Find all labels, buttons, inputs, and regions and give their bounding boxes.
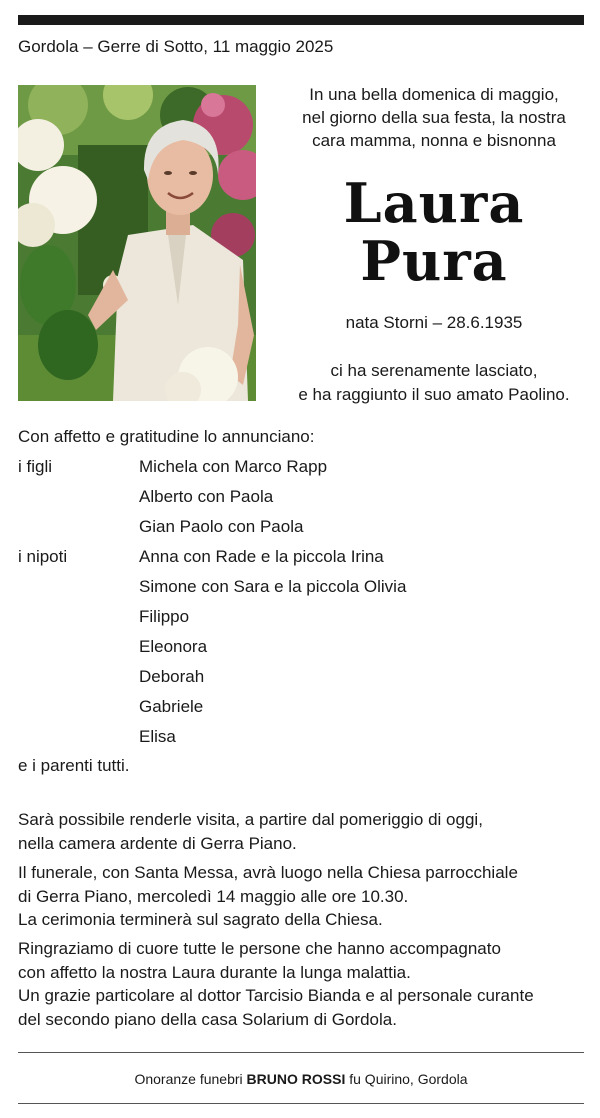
family-member: Michela con Marco Rapp [139,457,328,476]
family-member: Gian Paolo con Paola [139,517,304,536]
family-row [18,542,578,572]
family-row [18,482,578,512]
intro-line: cara mamma, nonna e bisnonna [312,131,556,150]
family-member: Deborah [139,667,205,686]
family-member: Eleonora [139,637,208,656]
passing-text [268,359,600,407]
footer-rule-bottom [18,1103,584,1104]
intro-text [268,83,600,152]
passing-line: ci ha serenamente lasciato, [330,361,538,380]
funeral-line: Il funerale, con Santa Messa, avrà luogo nella Chiesa parrocchiale [18,863,518,882]
funeral-line: La cerimonia terminerà sul sagrato della Chiesa. [18,910,383,929]
thanks-line: con affetto la nostra Laura durante la lunga malattia. [18,962,411,982]
place-date: Gordola – Gerre di Sotto, 11 maggio 2025 [18,37,334,56]
birth-info: nata Storni – 28.6.1935 [345,313,523,332]
intro-line: In una bella domenica di maggio, [309,85,559,104]
visit-line: Sarà possibile renderle visita, a partire dal pomeriggio di oggi, [18,810,483,829]
deceased-last-name: Pura [360,229,508,293]
family-member: Filippo [139,607,190,626]
portrait-photo [18,85,256,401]
family-member: Gabriele [139,697,204,716]
family-row [18,692,578,722]
top-rule [18,15,584,25]
thanks-line: del secondo piano della casa Solarium di Gordola. [18,1009,397,1029]
funeral-paragraph [18,861,588,932]
family-group-label: i figli [18,457,53,476]
footer-company: BRUNO ROSSI [246,1071,346,1087]
funeral-line: di Gerra Piano, mercoledì 14 maggio alle ore 10.30. [18,886,409,906]
visit-line: nella camera ardente di Gerra Piano. [18,833,297,853]
family-list [18,452,578,752]
portrait-illustration [18,85,256,401]
footer-suffix: fu Quirino, Gordola [349,1071,468,1087]
deceased-first-name: Laura [343,171,525,235]
family-row [18,602,578,632]
footer-rule-top [18,1052,584,1053]
thanks-paragraph [18,937,588,1031]
family-member: Elisa [139,727,176,746]
relatives-line: e i parenti tutti. [18,756,130,775]
family-row [18,512,578,542]
family-row [18,662,578,692]
thanks-line: Un grazie particolare al dottor Tarcisio Bianda e al personale curante [18,986,534,1005]
family-row [18,572,578,602]
funeral-home-credit [18,1068,584,1090]
announcement: Con affetto e gratitudine lo annunciano: [18,427,315,446]
family-group-label: i nipoti [18,547,68,566]
intro-line: nel giorno della sua festa, la nostra [302,108,566,127]
family-row [18,452,578,482]
passing-line: e ha raggiunto il suo amato Paolino. [298,385,570,404]
footer-prefix: Onoranze funebri [134,1071,243,1087]
family-member: Anna con Rade e la piccola Irina [139,547,384,566]
family-member: Alberto con Paola [139,487,274,506]
thanks-line: Ringraziamo di cuore tutte le persone che hanno accompagnato [18,939,501,958]
family-row [18,632,578,662]
visit-paragraph [18,808,588,855]
family-row [18,722,578,752]
family-member: Simone con Sara e la piccola Olivia [139,577,407,596]
